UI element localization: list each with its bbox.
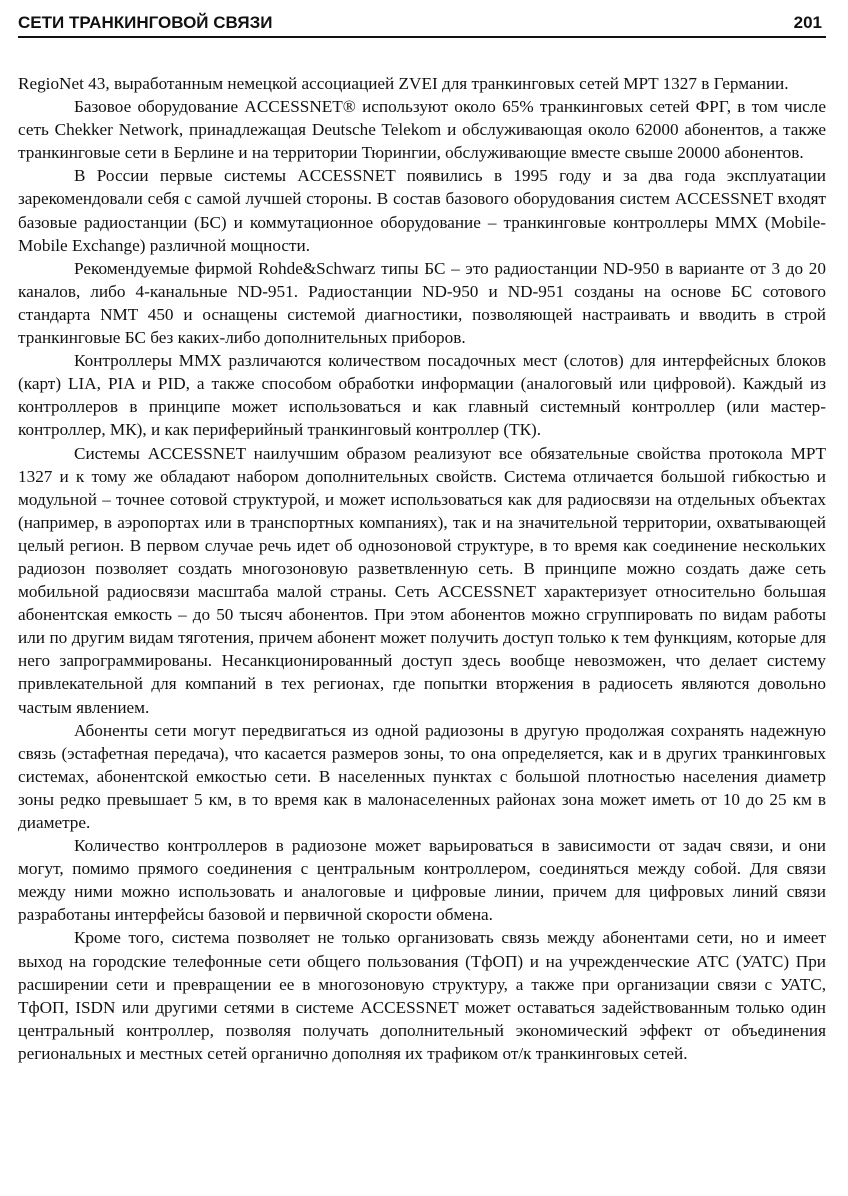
paragraph-controller-count: Количество контроллеров в радиозоне может варьироваться в зависимости от задач связи, и они могут, помимо прямого соединения с центральным контроллером, соединяться между собой. Для связи между ними можно использовать и аналоговые и цифровые линии, причем для цифровых линий связи разработаны интерфейсы базовой и первичной скорости обмена. (18, 836, 826, 925)
paragraph-system-properties: Системы ACCESSNET наилучшим образом реализуют все обязательные свойства протокола MPT 1327 и к тому же обладают набором дополнительных свойств. Система отличается большой гибкостью и модульной – точнее сотовой структурой, и может использоваться как для радиосвязи на отдельных объектах (например, в аэропортах или в транспортных компаниях), так и на значительной территории, охватывающей целый регион. В первом случае речь идет об однозоновой структуре, в то время как соединение нескольких радиозон позволяет создать многозоновую разветвленную сеть. В принципе можно создать даже сеть мобильной радиосвязи масштаба малой страны. Сеть ACCESSNET характеризует относительно большая абонентская емкость – до 50 тысяч абонентов. При этом абонентов можно сгруппировать по видам работы или по другим видам тяготения, причем абонент может получить доступ только к тем функциям, которые для него запрограммированы. Несанкционированный доступ здесь вообще невозможен, что делает систему привлекательной для компаний в тех регионах, где попытки вторжения в радиосеть являются довольно частым явлением. (18, 443, 826, 717)
running-header (18, 8, 826, 38)
page-number: 201 (793, 13, 822, 32)
paragraph-mmx-controllers: Контроллеры MMX различаются количеством посадочных мест (слотов) для интерфейсных блоков (карт) LIA, PIA и PID, а также способом обработки информации (аналоговый или цифровой). Каждый из контроллеров в принципе может использоваться и как главный системный контроллер (или мастер-контроллер, МК), и как периферийный транкинговый контроллер (ТК). (18, 351, 826, 440)
paragraph-continuation: RegioNet 43, выработанным немецкой ассоциацией ZVEI для транкинговых сетей MPT 1327 в Германии. (18, 74, 789, 93)
paragraph-accessnet-russia: В России первые системы ACCESSNET появились в 1995 году и за два года эксплуатации зарекомендовали себя с самой лучшей стороны. В состав базового оборудования систем ACCESSNET входят базовые радиостанции (БС) и коммутационное оборудование – транкинговые контроллеры MMX (Mobile-Mobile Exchange) различной мощности. (18, 166, 826, 255)
body-text (18, 72, 826, 1065)
paragraph-subscriber-roaming: Абоненты сети могут передвигаться из одной радиозоны в другую продолжая сохранять надежную связь (эстафетная передача), что касается размеров зоны, то она определяется, как и в других транкинговых системах, абонентской емкостью сети. В населенных пунктах с большой плотностью населения диаметр зоны редко превышает 5 км, в то время как в малонаселенных районах зона может иметь от 10 до 25 км в диаметре. (18, 720, 826, 832)
paragraph-accessnet-germany: Базовое оборудование ACCESSNET® используют около 65% транкинговых сетей ФРГ, в том числе сеть Chekker Network, принадлежащая Deutsche Telekom и обслуживающая около 62000 абонентов, а также транкинговые сети в Берлине и на территории Тюрингии, обслуживающие вместе свыше 20000 абонентов. (18, 97, 826, 163)
section-title: СЕТИ ТРАНКИНГОВОЙ СВЯЗИ (18, 13, 273, 32)
book-page (18, 8, 826, 1065)
paragraph-base-stations: Рекомендуемые фирмой Rohde&Schwarz типы БС – это радиостанции ND-950 в варианте от 3 до 20 каналов, либо 4-канальные ND-951. Радиостанции ND-950 и ND-951 созданы на основе БС сотового стандарта NMT 450 и оснащены системой диагностики, позволяющей настраивать и вводить в строй транкинговые БС без каких-либо дополнительных приборов. (18, 258, 826, 348)
paragraph-public-network-access: Кроме того, система позволяет не только организовать связь между абонентами сети, но и имеет выход на городские телефонные сети общего пользования (ТфОП) и на учрежденческие АТС (УАТС) При расширении сети и превращении ее в многозоновую структуру, а также при организации связи с УАТС, ТфОП, ISDN или другими сетями в системе ACCESSNET может оставаться задействованным только один центральный контроллер, позволяя получать дополнительный экономический эффект от объединения региональных и местных сетей органично дополняя их трафиком от/к транкинговых сетей. (18, 928, 826, 1063)
